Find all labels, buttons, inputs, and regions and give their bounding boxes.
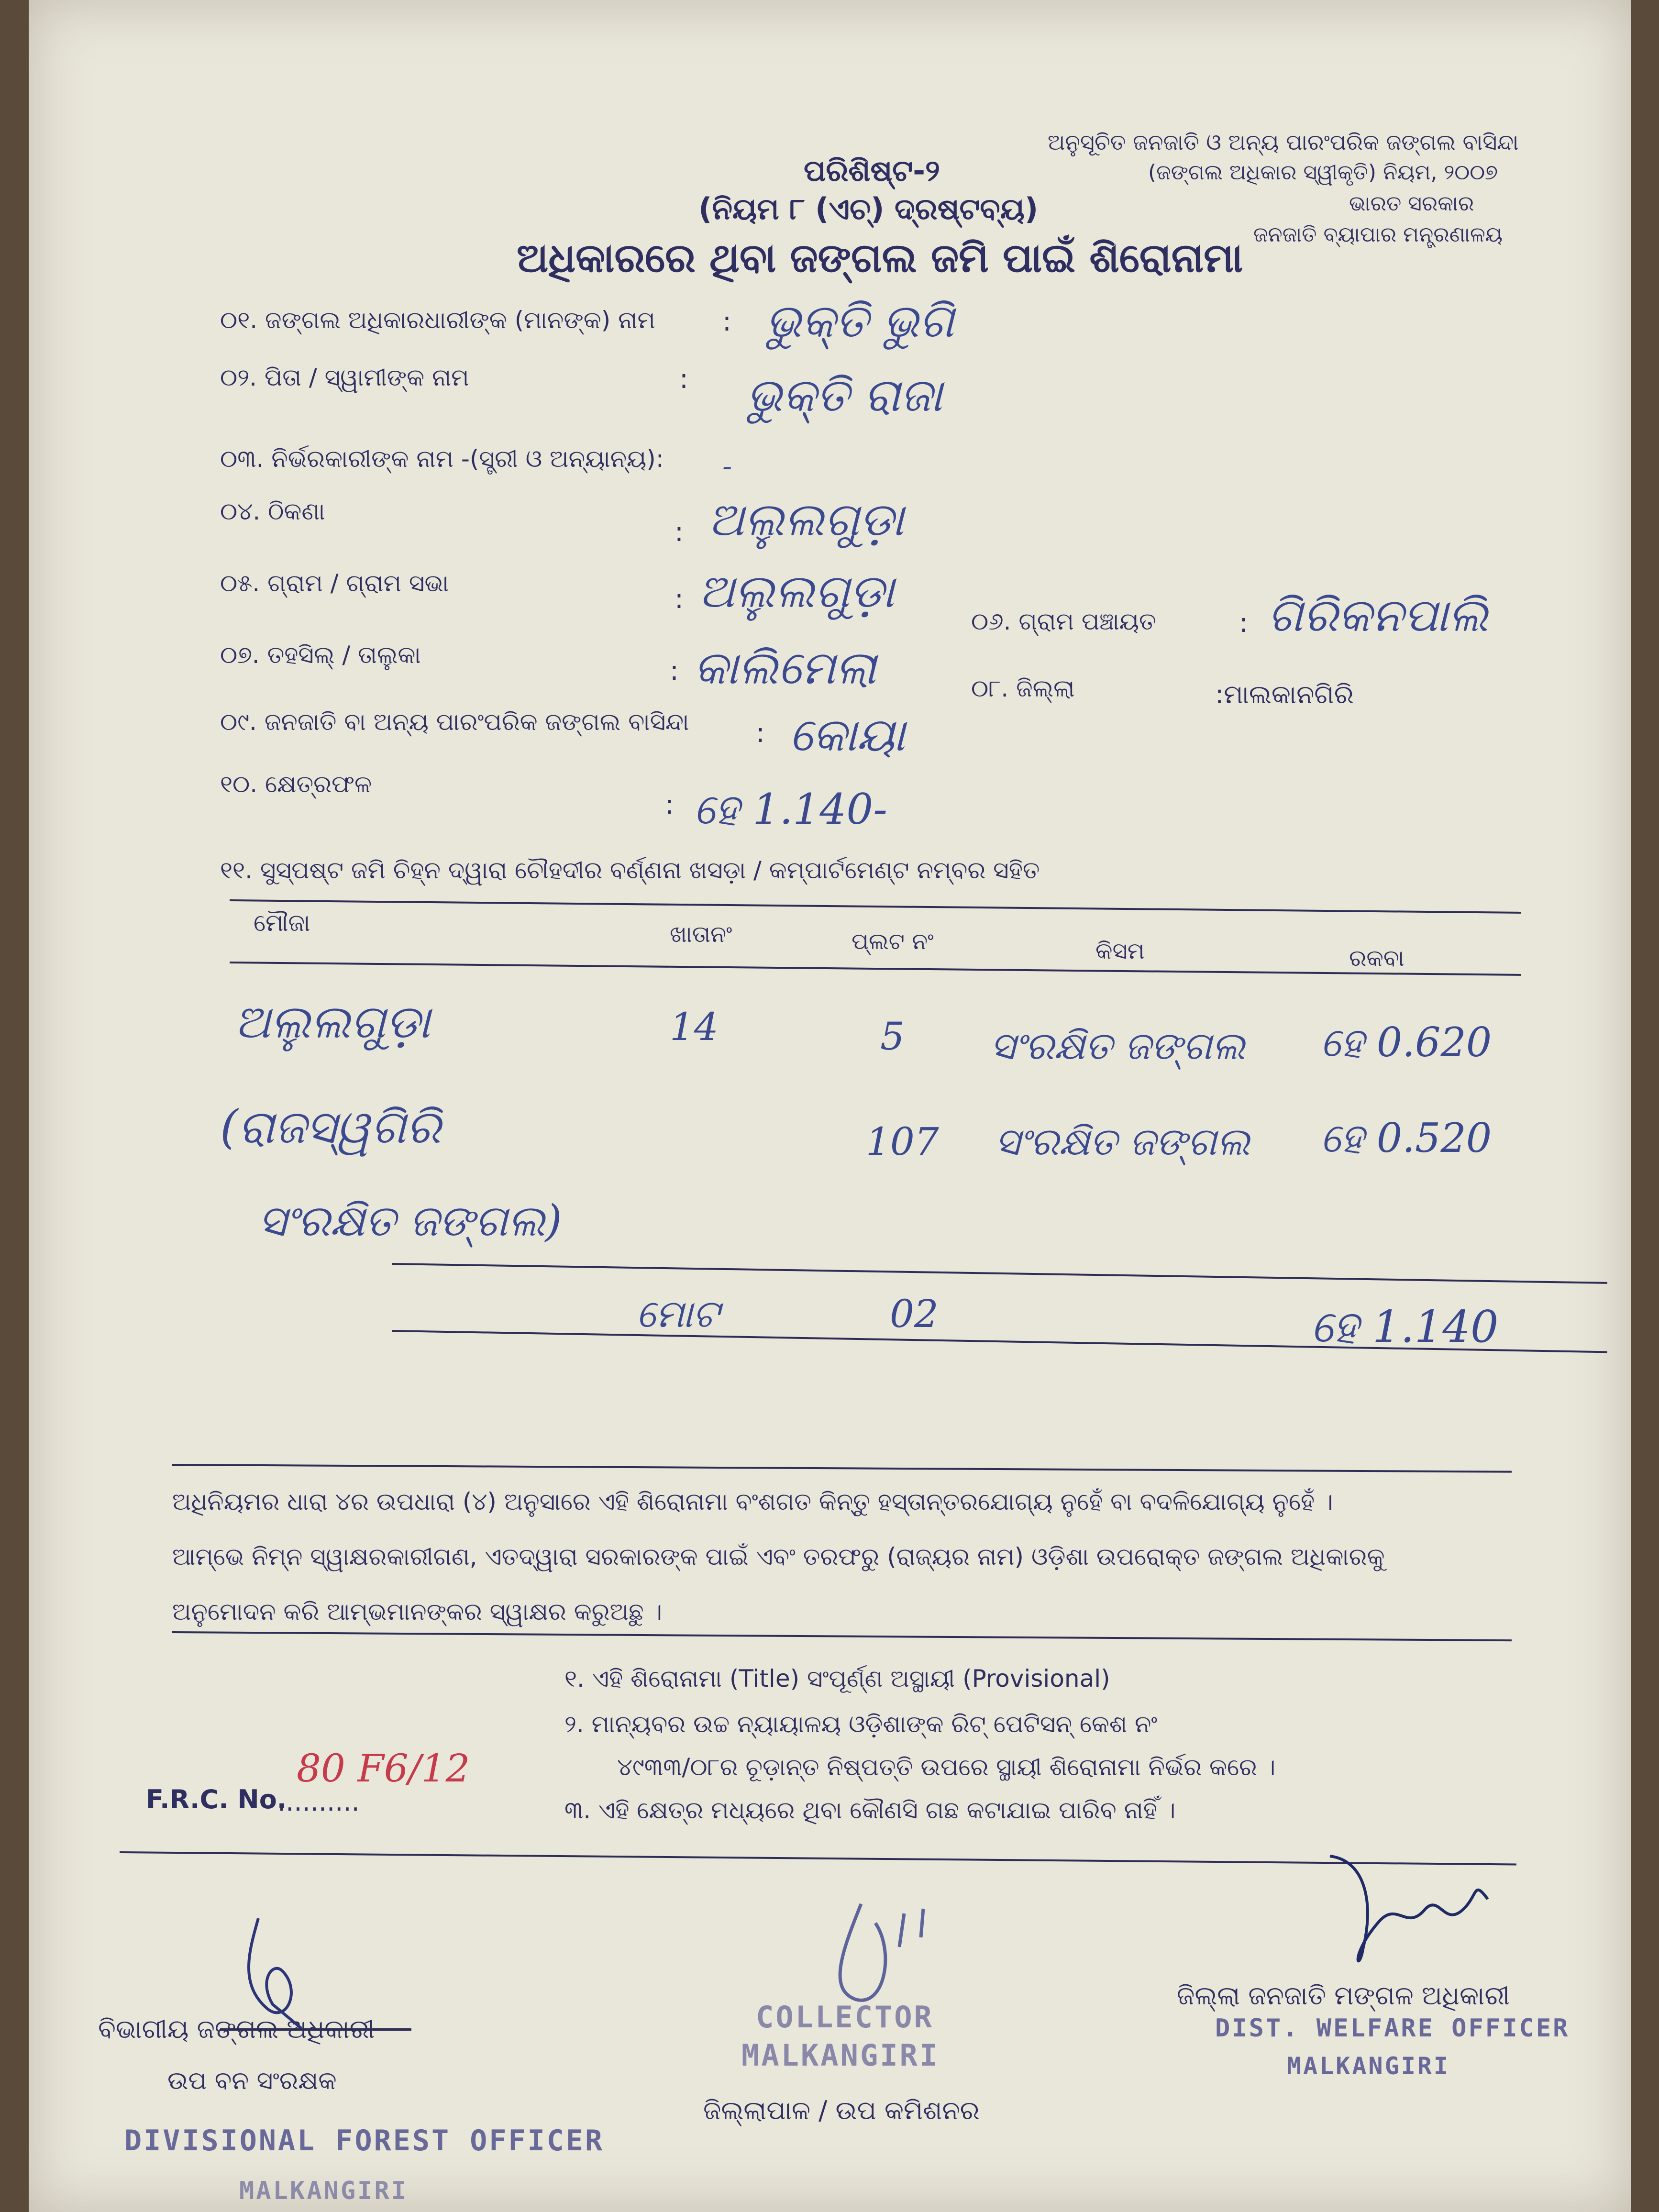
declaration-line-1: ଅଧିନିୟମର ଧାରା ୪ର ଉପଧାରା (୪) ଅନୁସାରେ ଏହି ଶିରୋନାମା ବଂଶଗତ କିନ୍ତୁ ହସ୍ତାନ୍ତରଯୋଗ୍ୟ ନୁହେଁ ବା ବଦଳିଯୋଗ୍ୟ ନୁହେଁ । [172, 1488, 1333, 1515]
field-06-label: ୦୬. ଗ୍ରାମ ପଞ୍ଚାୟତ [971, 608, 1156, 635]
field-08-label: ୦୮. ଜିଲ୍ଲା [971, 675, 1075, 702]
notes-top-rule [172, 1631, 1512, 1641]
colon: : [756, 718, 765, 749]
colon: : [675, 584, 684, 615]
collector-signature [785, 1894, 966, 2014]
act-name-line2: (ଜଙ୍ଗଲ ଅଧିକାର ସ୍ୱୀକୃତି) ନିୟମ, ୨୦୦୭ [1148, 160, 1498, 185]
dwo-title-odia: ଜିଲ୍ଲା ଜନଜାତି ମଙ୍ଗଳ ଅଧିକାରୀ [1177, 1980, 1510, 2011]
field-03-label: ୦୩. ନିର୍ଭରକାରୀଙ୍କ ନାମ -(ସ୍ତ୍ରୀ ଓ ଅନ୍ୟାନ୍ୟ): [220, 445, 664, 473]
col-header-plot: ପ୍ଲଟ ନଂ [852, 928, 934, 955]
act-name-line1: ଅନୁସୂଚିତ ଜନଜାତି ଓ ଅନ୍ୟ ପାରଂପରିକ ଜଙ୍ଗଲ ବାସିନ୍ଦା [1048, 129, 1519, 155]
row2-kisam: ସଂରକ୍ଷିତ ଜଙ୍ଗଲ [995, 1119, 1250, 1164]
note-2-continued: ୪୯୩୩/୦୮ର ଚୂଡ଼ାନ୍ତ ନିଷ୍ପତ୍ତି ଉପରେ ସ୍ଥାୟୀ ଶିରୋନାମା ନିର୍ଭର କରେ । [617, 1753, 1276, 1781]
dwo-signature [1320, 1851, 1521, 1990]
table-top-rule [230, 899, 1521, 914]
field-10-value: ହେ 1.140- [694, 785, 888, 834]
colon: : [665, 789, 674, 820]
field-01-value: ଭୁକ୍ତି ଭୁଗି [765, 294, 954, 348]
mouza-line-3: ସଂରକ୍ଷିତ ଜଙ୍ଗଲ) [258, 1196, 562, 1246]
total-top-rule [392, 1263, 1607, 1284]
field-01-label: ୦୧. ଜଙ୍ଗଲ ଅଧିକାରଧାରୀଙ୍କ (ମାନଙ୍କ) ନାମ [220, 306, 655, 334]
dwo-stamp-line1: DIST. WELFARE OFFICER [1215, 2014, 1570, 2043]
colon: : [722, 306, 731, 337]
field-04-value: ଅଲୁଲଗୁଡ଼ା [708, 493, 904, 546]
col-header-area: ରକବା [1349, 945, 1405, 972]
row2-area: ହେ 0.520 [1320, 1115, 1492, 1161]
field-06-value: ଗିରିକନପାଲି [1268, 588, 1488, 642]
colon: : [670, 655, 679, 686]
mouza-line-2: (ରାଜସ୍ୱଗିରି [220, 1100, 441, 1154]
collector-title-odia: ଜିଲ୍ଲାପାଳ / ଉପ କମିଶନର [703, 2095, 980, 2125]
khata-number: 14 [670, 1005, 719, 1049]
signature-top-rule [120, 1851, 1516, 1865]
declaration-top-rule [172, 1464, 1512, 1473]
dfo-stamp-line2: MALKANGIRI [239, 2177, 409, 2205]
col-header-mouza: ମୌଜା [254, 909, 310, 937]
col-header-khata: ଖାତାନଂ [670, 921, 732, 948]
field-05-value: ଅଲୁଲଗୁଡ଼ା [698, 564, 895, 618]
dfo-stamp-line1: DIVISIONAL FOREST OFFICER [124, 2124, 605, 2157]
row1-plot: 5 [880, 1014, 905, 1059]
collector-stamp-line1: COLLECTOR [756, 2000, 934, 2035]
field-07-value: କାଲିମେଲା [694, 641, 876, 695]
row2-plot: 107 [866, 1119, 939, 1164]
declaration-line-2: ଆମ୍ଭେ ନିମ୍ନ ସ୍ୱାକ୍ଷରକାରୀଗଣ, ଏତଦ୍ୱାରା ସରକାରଙ୍କ ପାଇଁ ଏବଂ ତରଫରୁ (ରାଜ୍ୟର ନାମ) ଓଡ଼ିଶା ଉପରୋକ୍ତ ଜଙ୍ଗଲ ଅଧିକାରକୁ [172, 1543, 1385, 1571]
total-plots: 02 [890, 1292, 939, 1336]
field-03-value: - [722, 450, 732, 483]
field-07-label: ୦୭. ତହସିଲ୍ / ତାଲୁକା [220, 641, 421, 669]
collector-stamp-line2: MALKANGIRI [741, 2038, 940, 2073]
document-sheet [29, 0, 1631, 2212]
frc-number: 80 F6/12 [297, 1746, 470, 1791]
table-header-rule [230, 962, 1521, 976]
field-05-label: ୦୫. ଗ୍ରାମ / ଗ୍ରାମ ସଭା [220, 569, 449, 597]
document-title: ଅଧିକାରରେ ଥିବା ଜଙ୍ଗଲ ଜମି ପାଇଁ ଶିରୋନାମା [517, 234, 1243, 281]
dfo-subtitle-odia: ଉପ ବନ ସଂରକ୍ଷକ [167, 2067, 337, 2095]
govt-of-india: ଭାରତ ସରକାର [1349, 191, 1474, 216]
total-label: ମୋଟ [636, 1292, 719, 1336]
dfo-strike [220, 2028, 411, 2031]
field-09-value: କୋୟା [789, 708, 906, 762]
field-10-label: ୧୦. କ୍ଷେତ୍ରଫଳ [220, 770, 372, 798]
rule-reference: (ନିୟମ ୮ (ଏଚ୍) ଦ୍ରଷ୍ଟବ୍ୟ) [698, 191, 1039, 226]
appendix-label: ପରିଶିଷ୍ଟ-୨ [804, 153, 940, 188]
row1-area: ହେ 0.620 [1320, 1019, 1492, 1066]
field-02-value: ଭୁକ୍ତି ରାଜା [746, 368, 943, 422]
dwo-stamp-line2: MALKANGIRI [1287, 2052, 1450, 2080]
row1-kisam: ସଂରକ୍ଷିତ ଜଙ୍ଗଲ [990, 1024, 1246, 1068]
col-header-kisam: କିସମ [1095, 938, 1145, 964]
frc-label: F.R.C. No. [146, 1784, 287, 1814]
note-1: ୧. ଏହି ଶିରୋନାମା (Title) ସଂପୂର୍ଣ୍ଣ ଅସ୍ଥାୟୀ (Provisional) [564, 1665, 1110, 1692]
frc-dots: .......... [277, 1787, 360, 1817]
total-area: ହେ 1.140 [1311, 1301, 1499, 1352]
mouza-line-1: ଅଲୁଲଗୁଡ଼ା [234, 995, 431, 1049]
colon: : [1239, 608, 1248, 639]
note-2: ୨. ମାନ୍ୟବର ଉଚ୍ଚ ନ୍ୟାୟାଳୟ ଓଡ଼ିଶାଙ୍କ ରିଟ୍ ପେଟିସନ୍ କେଶ ନଂ [564, 1710, 1158, 1738]
note-3: ୩. ଏହି କ୍ଷେତ୍ର ମଧ୍ୟରେ ଥିବା କୌଣସି ଗଛ କଟାଯାଇ ପାରିବ ନାହିଁ । [564, 1796, 1176, 1824]
field-09-label: ୦୯. ଜନଜାତି ବା ଅନ୍ୟ ପାରଂପରିକ ଜଙ୍ଗଲ ବାସିନ୍ଦା [220, 708, 689, 736]
field-08-value: :ମାଲକାନଗିରି [1215, 679, 1354, 709]
declaration-line-3: ଅନୁମୋଦନ କରି ଆମ୍ଭମାନଙ୍କର ସ୍ୱାକ୍ଷର କରୁଅଛୁ । [172, 1598, 663, 1626]
dfo-title-odia: ବିଭାଗୀୟ ଜଙ୍ଗଲ ଅଧିକାରୀ [98, 2014, 375, 2044]
colon: : [675, 517, 684, 548]
ministry-name: ଜନଜାତି ବ୍ୟାପାର ମନ୍ତ୍ରଣାଳୟ [1253, 222, 1503, 247]
field-04-label: ୦୪. ଠିକଣା [220, 498, 325, 525]
colon: : [679, 364, 688, 395]
field-11-label: ୧୧. ସୁସ୍ପଷ୍ଟ ଜମି ଚିହ୍ନ ଦ୍ୱାରା ଚୌହଦୀର ବର୍ଣ୍ଣନା ଖସଡ଼ା / କମ୍ପାର୍ଟମେଣ୍ଟ ନମ୍ବର ସହିତ [220, 856, 1040, 884]
field-02-label: ୦୨. ପିତା / ସ୍ୱାମୀଙ୍କ ନାମ [220, 364, 469, 391]
